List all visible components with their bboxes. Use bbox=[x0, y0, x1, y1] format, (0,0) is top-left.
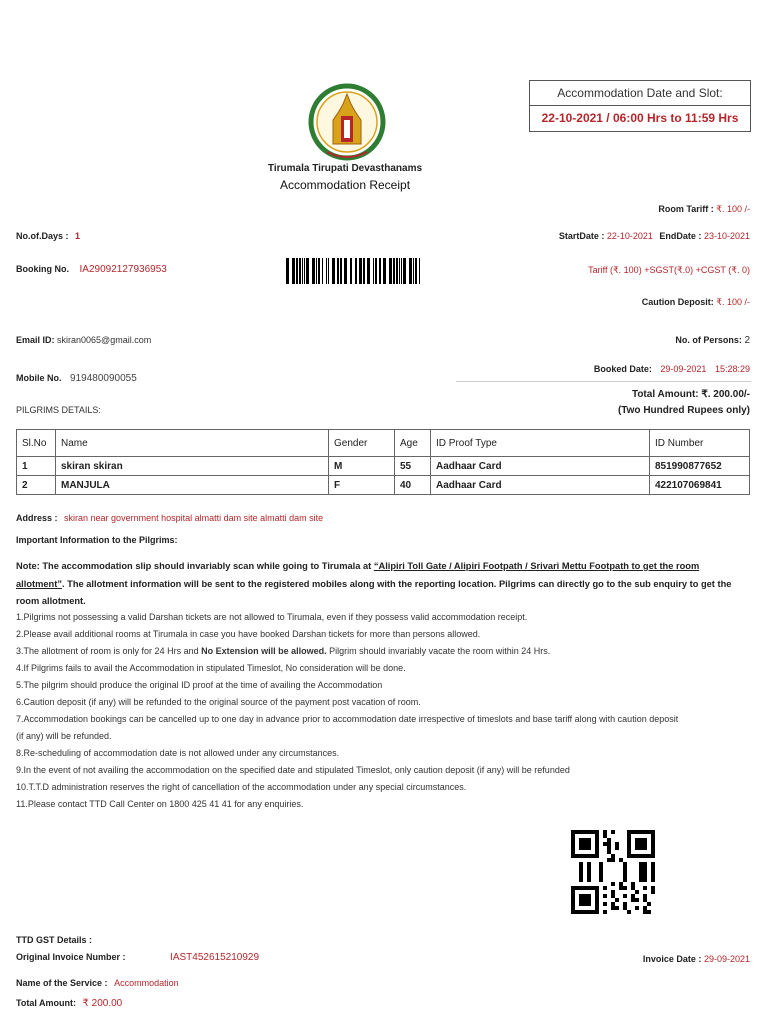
qr-module bbox=[623, 866, 627, 870]
barcode-bar bbox=[413, 258, 414, 284]
note-prefix: Note: The accommodation slip should invariably scan while going to Tirumala at bbox=[16, 561, 374, 571]
barcode-bar bbox=[367, 258, 370, 284]
barcode-bar bbox=[332, 258, 335, 284]
cell: MANJULA bbox=[56, 476, 329, 495]
barcode-bar bbox=[383, 258, 386, 284]
qr-module bbox=[579, 838, 591, 850]
barcode-bar bbox=[363, 258, 365, 284]
barcode-bar bbox=[306, 258, 309, 284]
qr-module bbox=[599, 870, 603, 874]
qr-module bbox=[643, 866, 647, 870]
rule-3-tail: Pilgrim should invariably vacate the room within 24 Hrs. bbox=[326, 646, 551, 656]
invoice-number: IAST452615210929 bbox=[170, 952, 260, 963]
qr-module bbox=[611, 894, 615, 898]
barcode-bar bbox=[359, 258, 362, 284]
days-label: No.of.Days : bbox=[16, 231, 69, 241]
barcode-bar bbox=[399, 258, 400, 284]
barcode-bar bbox=[409, 258, 412, 284]
qr-module bbox=[587, 874, 591, 878]
ttd-logo bbox=[305, 82, 389, 166]
cell: F bbox=[329, 476, 395, 495]
booked-row bbox=[594, 364, 750, 374]
qr-module bbox=[615, 842, 619, 846]
divider bbox=[456, 381, 751, 382]
qr-module bbox=[623, 894, 627, 898]
cell: Aadhaar Card bbox=[431, 457, 650, 476]
booked-date: 29-09-2021 bbox=[660, 364, 707, 374]
qr-module bbox=[651, 890, 655, 894]
qr-module bbox=[635, 906, 639, 910]
persons-value: 2 bbox=[744, 335, 750, 346]
barcode-bar bbox=[419, 258, 420, 284]
invoice-row bbox=[16, 952, 259, 963]
booked-time: 15:28:29 bbox=[714, 364, 750, 374]
barcode-bar bbox=[337, 258, 339, 284]
days-row bbox=[16, 231, 80, 241]
qr-module bbox=[643, 910, 647, 914]
total-words: (Two Hundred Rupees only) bbox=[617, 405, 750, 416]
barcode-bar bbox=[328, 258, 329, 284]
col-id-type: ID Proof Type bbox=[431, 430, 650, 457]
barcode-bar bbox=[344, 258, 347, 284]
email-label: Email ID: bbox=[16, 335, 55, 345]
room-tariff-value: ₹. 100 /- bbox=[716, 204, 750, 214]
barcode-bar bbox=[379, 258, 381, 284]
tariff-breakup: Tariff (₹. 100) +SGST(₹.0) +CGST (₹. 0) bbox=[588, 265, 750, 275]
cell: 55 bbox=[395, 457, 431, 476]
cell: 40 bbox=[395, 476, 431, 495]
rules-list bbox=[16, 609, 750, 813]
rule-item bbox=[16, 643, 750, 660]
qr-module bbox=[607, 838, 611, 842]
rule-item: 5.The pilgrim should produce the original ID proof at the time of availing the Accommodation bbox=[16, 680, 383, 690]
qr-module bbox=[607, 842, 611, 846]
qr-module bbox=[635, 890, 639, 894]
qr-code bbox=[571, 830, 655, 914]
room-tariff-label: Room Tariff : bbox=[658, 204, 714, 214]
rule-item: 2.Please avail additional rooms at Tirumala in case you have booked Darshan tickets for more than persons allowed. bbox=[16, 629, 481, 639]
qr-module bbox=[587, 870, 591, 874]
qr-module bbox=[619, 858, 623, 862]
barcode bbox=[286, 258, 424, 284]
barcode-bar bbox=[318, 258, 320, 284]
rule-3-lead: 3.The allotment of room is only for 24 Hrs and bbox=[16, 646, 202, 656]
cell: 1 bbox=[17, 457, 56, 476]
qr-module bbox=[615, 906, 619, 910]
persons-row bbox=[675, 335, 750, 346]
qr-module bbox=[607, 858, 611, 862]
note-paragraph bbox=[16, 558, 746, 611]
address-value: skiran near government hospital almatti dam site almatti dam site bbox=[64, 513, 324, 523]
qr-module bbox=[619, 882, 623, 886]
qr-module bbox=[603, 894, 607, 898]
invoice-date-label: Invoice Date : bbox=[642, 954, 702, 964]
qr-module bbox=[603, 834, 607, 838]
invoice-date: 29-09-2021 bbox=[703, 954, 750, 964]
qr-module bbox=[603, 842, 607, 846]
barcode-bar bbox=[312, 258, 315, 284]
qr-module bbox=[647, 910, 651, 914]
barcode-bar bbox=[375, 258, 377, 284]
qr-module bbox=[635, 838, 647, 850]
qr-module bbox=[611, 882, 615, 886]
barcode-bar bbox=[286, 258, 289, 284]
qr-module bbox=[611, 854, 615, 858]
qr-module bbox=[651, 870, 655, 874]
note-rest: . The allotment information will be sent to the registered mobiles along with the reporting location. Pilgrims can directly go to the sub enquiry to get the room allotment. bbox=[16, 578, 732, 606]
qr-module bbox=[627, 910, 631, 914]
qr-module bbox=[623, 870, 627, 874]
cell: M bbox=[329, 457, 395, 476]
barcode-bar bbox=[340, 258, 342, 284]
qr-module bbox=[599, 866, 603, 870]
qr-module bbox=[643, 886, 647, 890]
end-date: 23-10-2021 bbox=[703, 231, 750, 241]
qr-module bbox=[599, 874, 603, 878]
qr-module bbox=[603, 886, 607, 890]
qr-module bbox=[643, 862, 647, 866]
qr-module bbox=[603, 910, 607, 914]
org-name: Tirumala Tirupati Devasthanams bbox=[267, 163, 423, 174]
barcode-bar bbox=[302, 258, 303, 284]
gst-total-label: Total Amount: bbox=[16, 998, 76, 1008]
qr-module bbox=[579, 870, 583, 874]
service-value: Accommodation bbox=[114, 978, 179, 988]
total-amount: Total Amount: ₹. 200.00/- bbox=[631, 389, 750, 400]
slot-box bbox=[529, 80, 751, 132]
col-age: Age bbox=[395, 430, 431, 457]
qr-module bbox=[651, 862, 655, 866]
email-value: skiran0065@gmail.com bbox=[57, 335, 152, 345]
barcode-bar bbox=[415, 258, 417, 284]
qr-module bbox=[651, 878, 655, 882]
barcode-bar bbox=[401, 258, 402, 284]
qr-module bbox=[651, 886, 655, 890]
mobile-value: 919480090055 bbox=[70, 373, 137, 384]
rule-item: 11.Please contact TTD Call Center on 1800 425 41 41 for any enquiries. bbox=[16, 799, 304, 809]
note-link: “Alipiri Toll Gate / Alipiri Footpath / Srivari Mettu Footpath to get the room allotment” bbox=[16, 561, 700, 589]
address-row bbox=[16, 513, 323, 523]
cell: 2 bbox=[17, 476, 56, 495]
days-value: 1 bbox=[75, 231, 81, 241]
rule-item: 8.Re-scheduling of accommodation date is not allowed under any circumstances. bbox=[16, 748, 340, 758]
booking-label: Booking No. bbox=[16, 264, 69, 274]
address-label: Address : bbox=[16, 513, 58, 523]
room-tariff bbox=[658, 204, 750, 215]
barcode-bar bbox=[389, 258, 392, 284]
qr-module bbox=[599, 878, 603, 882]
qr-module bbox=[599, 862, 603, 866]
col-gender: Gender bbox=[329, 430, 395, 457]
barcode-bar bbox=[326, 258, 327, 284]
qr-module bbox=[639, 862, 643, 866]
qr-module bbox=[607, 846, 611, 850]
qr-module bbox=[643, 894, 647, 898]
qr-module bbox=[643, 870, 647, 874]
barcode-bar bbox=[393, 258, 395, 284]
qr-module bbox=[639, 866, 643, 870]
qr-module bbox=[579, 894, 591, 906]
start-date: 22-10-2021 bbox=[606, 231, 653, 241]
qr-module bbox=[611, 902, 615, 906]
qr-module bbox=[623, 886, 627, 890]
mobile-row bbox=[16, 373, 137, 384]
col-slno: Sl.No bbox=[17, 430, 56, 457]
qr-module bbox=[587, 862, 591, 866]
qr-module bbox=[631, 898, 635, 902]
booking-row bbox=[16, 264, 167, 275]
cell: 422107069841 bbox=[650, 476, 750, 495]
qr-module bbox=[643, 874, 647, 878]
booking-number: IA29092127936953 bbox=[79, 264, 167, 275]
gst-total-row bbox=[16, 998, 122, 1009]
qr-module bbox=[623, 874, 627, 878]
barcode-bar bbox=[373, 258, 374, 284]
page-title: Accommodation Receipt bbox=[279, 178, 411, 192]
date-range bbox=[559, 231, 750, 241]
barcode-bar bbox=[396, 258, 398, 284]
qr-module bbox=[639, 878, 643, 882]
end-date-label: EndDate : bbox=[659, 231, 702, 241]
barcode-bar bbox=[292, 258, 295, 284]
qr-module bbox=[611, 830, 615, 834]
table-row bbox=[17, 476, 750, 495]
booked-label: Booked Date: bbox=[593, 364, 652, 374]
barcode-bar bbox=[350, 258, 352, 284]
info-heading: Important Information to the Pilgrims: bbox=[16, 535, 178, 545]
qr-module bbox=[579, 866, 583, 870]
qr-module bbox=[587, 866, 591, 870]
qr-module bbox=[635, 898, 639, 902]
cell: 851990877652 bbox=[650, 457, 750, 476]
cell: Aadhaar Card bbox=[431, 476, 650, 495]
invoice-label: Original Invoice Number : bbox=[16, 952, 126, 962]
pilgrims-heading: PILGRIMS DETAILS: bbox=[16, 405, 101, 415]
cell: skiran skiran bbox=[56, 457, 329, 476]
barcode-bar bbox=[316, 258, 317, 284]
barcode-bar bbox=[322, 258, 323, 284]
email-row bbox=[16, 335, 151, 345]
qr-module bbox=[643, 906, 647, 910]
invoice-date-row bbox=[643, 954, 750, 964]
qr-module bbox=[623, 862, 627, 866]
rule-item: 6.Caution deposit (if any) will be refunded to the original source of the payment post vacation of room. bbox=[16, 697, 421, 707]
persons-label: No. of Persons: bbox=[675, 335, 742, 345]
table-row bbox=[17, 457, 750, 476]
gst-heading: TTD GST Details : bbox=[16, 935, 93, 945]
qr-module bbox=[639, 874, 643, 878]
table-header-row bbox=[17, 430, 750, 457]
qr-module bbox=[631, 886, 635, 890]
pilgrims-table bbox=[16, 429, 750, 495]
caution-row bbox=[642, 297, 750, 308]
qr-module bbox=[631, 882, 635, 886]
qr-module bbox=[623, 902, 627, 906]
barcode-bar bbox=[299, 258, 301, 284]
rule-item: 9.In the event of not availing the accommodation on the specified date and stipulated Timeslot, only caution deposit (if any) will be refunded bbox=[16, 765, 570, 775]
qr-module bbox=[611, 858, 615, 862]
qr-module bbox=[623, 878, 627, 882]
qr-module bbox=[611, 906, 615, 910]
qr-module bbox=[619, 886, 623, 890]
qr-module bbox=[587, 878, 591, 882]
barcode-bar bbox=[296, 258, 298, 284]
col-id-number: ID Number bbox=[650, 430, 750, 457]
rule-item: 1.Pilgrims not possessing a valid Darshan tickets are not allowed to Tirumala, even if they possess valid accommodation receipt. bbox=[16, 612, 528, 622]
qr-module bbox=[643, 878, 647, 882]
rule-item: 10.T.T.D administration reserves the right of cancellation of the accommodation under any special circumstances. bbox=[16, 782, 467, 792]
qr-module bbox=[611, 890, 615, 894]
barcode-bar bbox=[304, 258, 305, 284]
barcode-bar bbox=[403, 258, 406, 284]
qr-module bbox=[623, 906, 627, 910]
slot-heading: Accommodation Date and Slot: bbox=[530, 81, 750, 106]
qr-module bbox=[603, 830, 607, 834]
rule-item: 4.If Pilgrims fails to avail the Accommodation in stipulated Timeslot, No consideration will be done. bbox=[16, 663, 406, 673]
rule-3-bold: No Extension will be allowed. bbox=[201, 646, 327, 656]
qr-module bbox=[651, 866, 655, 870]
rule-item: (if any) will be refunded. bbox=[16, 731, 112, 741]
start-date-label: StartDate : bbox=[558, 231, 605, 241]
service-label: Name of the Service : bbox=[16, 978, 108, 988]
gst-total-value: ₹ 200.00 bbox=[82, 998, 123, 1009]
qr-module bbox=[651, 874, 655, 878]
barcode-bar bbox=[355, 258, 357, 284]
qr-module bbox=[643, 898, 647, 902]
qr-module bbox=[579, 862, 583, 866]
qr-module bbox=[615, 898, 619, 902]
qr-module bbox=[579, 874, 583, 878]
slot-value: 22-10-2021 / 06:00 Hrs to 11:59 Hrs bbox=[541, 111, 739, 125]
caution-value: ₹. 100 /- bbox=[716, 297, 750, 307]
mobile-label: Mobile No. bbox=[16, 373, 62, 383]
qr-module bbox=[631, 894, 635, 898]
qr-module bbox=[639, 870, 643, 874]
qr-module bbox=[647, 902, 651, 906]
qr-module bbox=[607, 850, 611, 854]
service-row bbox=[16, 978, 179, 988]
qr-module bbox=[603, 902, 607, 906]
col-name: Name bbox=[56, 430, 329, 457]
qr-module bbox=[579, 878, 583, 882]
rule-item: 7.Accommodation bookings can be cancelled up to one day in advance prior to accommodation date irrespective of timeslots and base tariff along with caution deposit bbox=[16, 714, 679, 724]
qr-module bbox=[615, 846, 619, 850]
caution-label: Caution Deposit: bbox=[641, 297, 714, 307]
